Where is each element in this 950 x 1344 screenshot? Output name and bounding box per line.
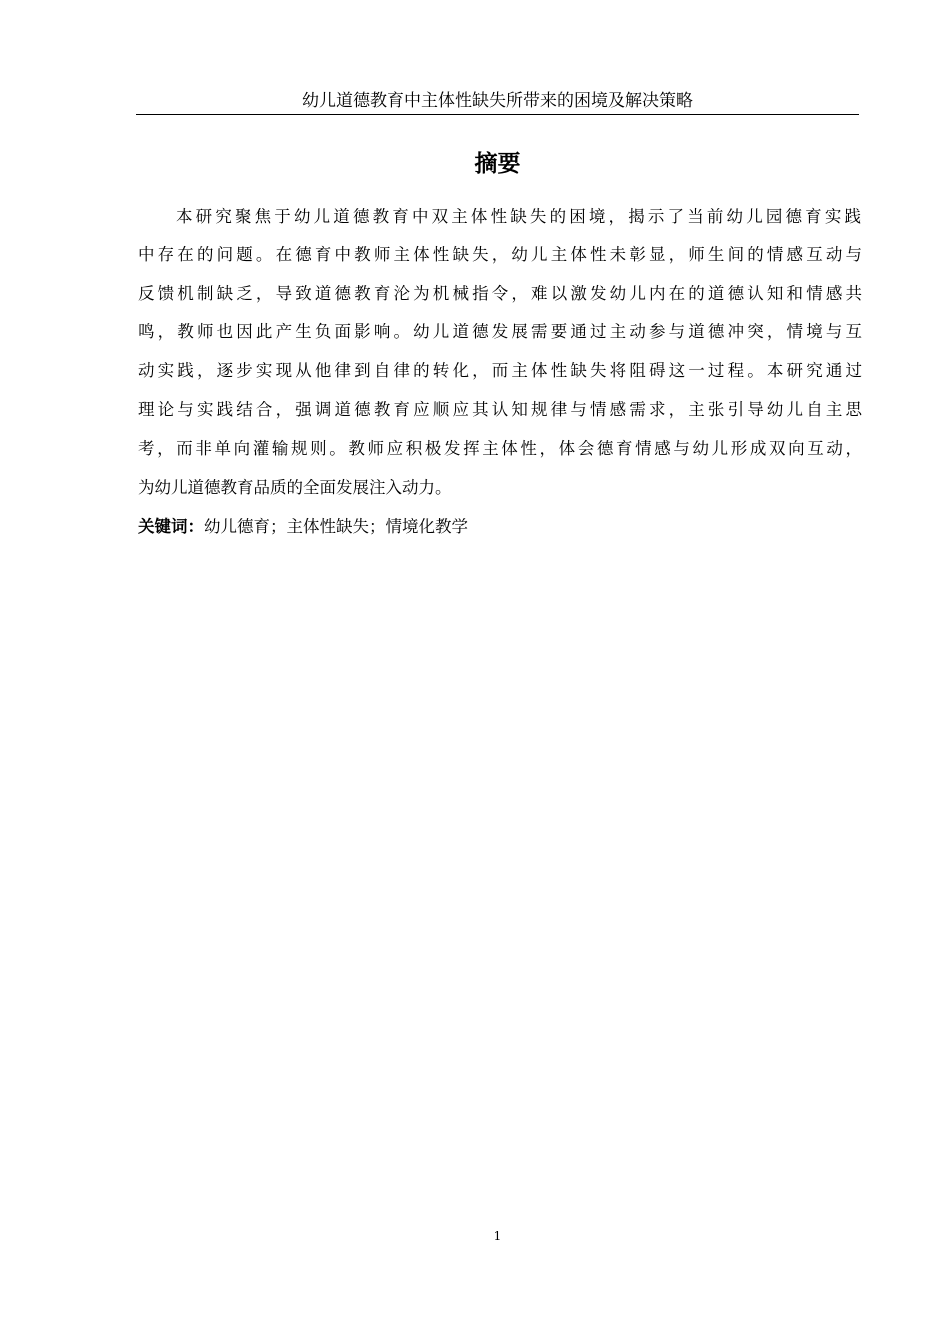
abstract-line-8: 为幼儿道德教育品质的全面发展注入动力。 [138, 478, 452, 497]
abstract-line-7: 考，而非单向灌输规则。教师应积极发挥主体性，体会德育情感与幼儿形成双向互动， [138, 439, 862, 458]
abstract-line-6: 理论与实践结合，强调道德教育应顺应其认知规律与情感需求，主张引导幼儿自主思 [138, 400, 862, 419]
keywords-label: 关键词： [138, 517, 204, 536]
page-number: 1 [493, 1229, 502, 1243]
abstract-line-3: 反馈机制缺乏，导致道德教育沦为机械指令，难以激发幼儿内在的道德认知和情感共 [138, 284, 862, 303]
abstract-line-5: 动实践，逐步实现从他律到自律的转化，而主体性缺失将阻碍这一过程。本研究通过 [138, 361, 862, 380]
abstract-title: 摘要 [474, 151, 521, 177]
running-header: 幼儿道德教育中主体性缺失所带来的困境及解决策略 [136, 88, 859, 115]
keywords [138, 515, 468, 539]
keywords-value: 幼儿德育；主体性缺失；情境化教学 [204, 517, 468, 536]
abstract-line-4: 鸣，教师也因此产生负面影响。幼儿道德发展需要通过主动参与道德冲突，情境与互 [138, 322, 862, 341]
abstract-line-2: 中存在的问题。在德育中教师主体性缺失，幼儿主体性未彰显，师生间的情感互动与 [138, 245, 862, 264]
abstract-line-1: 本研究聚焦于幼儿道德教育中双主体性缺失的困境，揭示了当前幼儿园德育实践 [176, 207, 861, 226]
